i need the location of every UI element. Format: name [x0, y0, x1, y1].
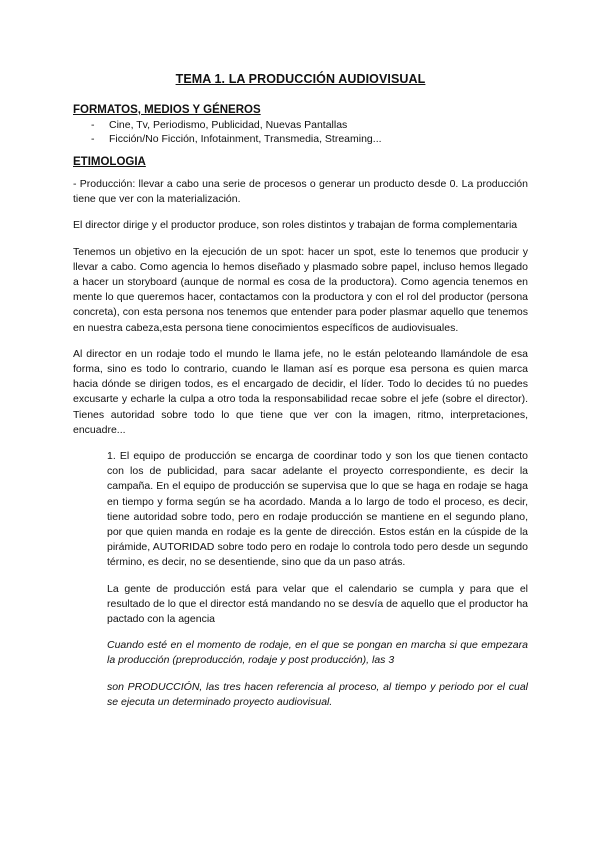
paragraph: - Producción: llevar a cabo una serie de procesos o generar un producto desde 0. La producción tiene que ver con la materialización.	[73, 178, 528, 206]
numbered-paragraph: 1. El equipo de producción se encarga de coordinar todo y son los que tienen contacto con los de publicidad, para sacar adelante el proyecto correspondiente, es decir la campaña. En el equipo de producción se supervisa que lo que se haga en rodaje se haga en tiempo y forma según se ha acordado. Manda a lo largo de todo el proceso, es decir, tiene autoridad sobre todo, pero en rodaje producción se mantiene en el segundo plano, por que quien manda en rodaje es la gente de dirección. Estos están en la cúspide de la pirámide, AUTORIDAD sobre todo pero en rodaje lo controla todo pero desde un segundo término, es decir, no se desentiende, sino que da un paso atrás.	[107, 450, 528, 569]
list-item: - Ficción/No Ficción, Infotainment, Transmedia, Streaming...	[91, 132, 528, 146]
italic-paragraph: Cuando esté en el momento de rodaje, en el que se pongan en marcha si que empezara la producción (preproducción, rodaje y post producción), las 3	[107, 639, 528, 667]
section-heading-formatos: FORMATOS, MEDIOS Y GÉNEROS	[73, 104, 261, 116]
document-title: TEMA 1. LA PRODUCCIÓN AUDIOVISUAL	[175, 72, 426, 86]
list-item: - Cine, Tv, Periodismo, Publicidad, Nuevas Pantallas	[91, 118, 528, 132]
italic-paragraph: son PRODUCCIÓN, las tres hacen referencia al proceso, al tiempo y periodo por el cual se ejecuta un determinado proyecto audiovisual.	[107, 680, 528, 708]
paragraph: Al director en un rodaje todo el mundo le llama jefe, no le están peloteando llamándole de esa forma, sino es todo lo contrario, cuando le llaman así es porque esa persona es quien marca hacia dónde se dirigen todos, es el encargado de decidir, el líder. Todo lo decides tú no puedes excusarte y echarle la culpa a otro toda la responsabilidad recae sobre el jefe (sobre el director). Tienes autoridad sobre todo lo que tiene que ver con la imagen, ritmo, interpretaciones, encuadre...	[73, 347, 528, 436]
paragraph: El director dirige y el productor produce, son roles distintos y trabajan de forma complementaria	[73, 219, 518, 232]
paragraph: Tenemos un objetivo en la ejecución de un spot: hacer un spot, este lo tenemos que producir y llevar a cabo. Como agencia lo hemos diseñado y plasmado sobre papel, incluso hemos llegado a hacer un storyboard (aunque de normal es cosa de la productora). Como agencia tenemos en mente lo que queremos hacer, contactamos con la productora y con el rol del productor (persona concreta), con esta persona nos tenemos que entender para poder plasmar aquello que tenemos en nuestra cabeza,esta persona tiene conocimientos específicos de audiovisuales.	[73, 245, 528, 334]
formatos-list	[73, 118, 528, 146]
section-heading-etimologia: ETIMOLOGIA	[73, 156, 146, 168]
indented-paragraph: La gente de producción está para velar que el calendario se cumpla y para que el resultado de lo que el director está mandando no se desvía de aquello que el productor ha pactado con la agencia	[107, 582, 528, 626]
